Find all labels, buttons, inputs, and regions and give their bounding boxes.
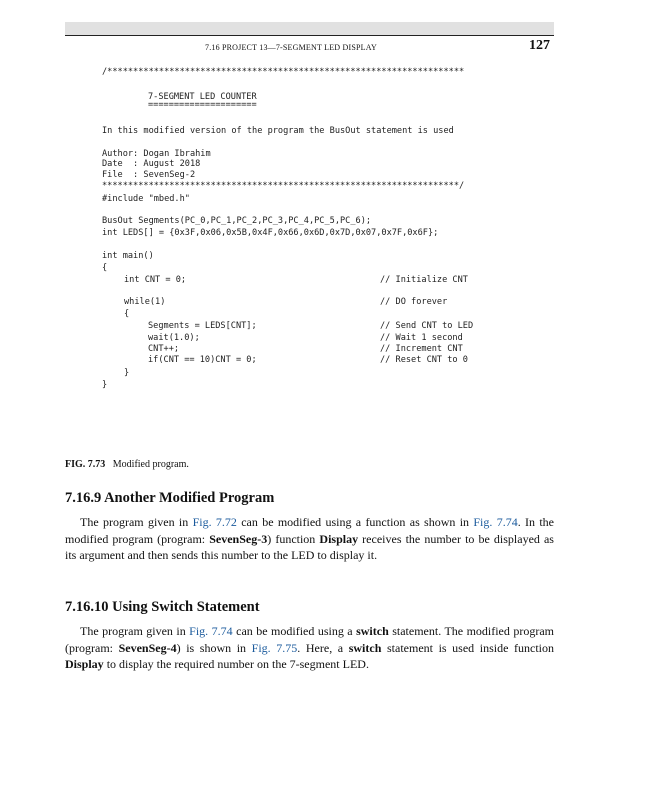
code-line: } bbox=[102, 380, 108, 390]
running-header: 7.16 PROJECT 13—7-SEGMENT LED DISPLAY bbox=[205, 43, 377, 52]
code-line: 7-SEGMENT LED COUNTER bbox=[148, 92, 257, 102]
code-line: In this modified version of the program the BusOut statement is used bbox=[102, 126, 454, 136]
section-title: 7.16.10 Using Switch Statement bbox=[65, 599, 260, 615]
figure-caption-text: Modified program. bbox=[112, 459, 189, 470]
section-paragraph: The program given in Fig. 7.74 can be modified using a switch statement. The modified program (program: SevenSeg-4) is shown in Fig. 7.75. Here, a switch statement is used inside function Display to display the required number on the 7-segment LED. bbox=[65, 624, 555, 671]
code-line: Date : August 2018 bbox=[102, 159, 201, 169]
code-line: ===================== bbox=[148, 100, 257, 110]
figure-link[interactable]: Fig. 7.72 bbox=[192, 515, 237, 529]
code-line: } bbox=[124, 368, 130, 378]
code-line: int LEDS[] = {0x3F,0x06,0x5B,0x4F,0x66,0x6D,0x7D,0x07,0x7F,0x6F}; bbox=[102, 228, 439, 238]
code-line: wait(1.0); bbox=[148, 333, 200, 343]
code-comment: // DO forever bbox=[380, 297, 448, 307]
figure-caption bbox=[65, 459, 189, 470]
code-comment: // Initialize CNT bbox=[380, 275, 468, 285]
code-line: { bbox=[102, 263, 108, 273]
figure-link[interactable]: Fig. 7.75 bbox=[251, 640, 298, 655]
code-comment: // Send CNT to LED bbox=[380, 321, 474, 331]
code-line: File : SevenSeg-2 bbox=[102, 170, 196, 180]
code-line: int main() bbox=[102, 251, 154, 261]
code-line: BusOut Segments(PC_0,PC_1,PC_2,PC_3,PC_4,PC_5,PC_6); bbox=[102, 216, 372, 226]
code-line: #include "mbed.h" bbox=[102, 194, 190, 204]
code-line: CNT++; bbox=[148, 344, 180, 354]
figure-link[interactable]: Fig. 7.74 bbox=[189, 624, 233, 638]
code-line: /********************************************************************* bbox=[102, 67, 465, 77]
code-comment: // Wait 1 second bbox=[380, 333, 463, 343]
figure-label: FIG. 7.73 bbox=[65, 459, 106, 470]
section-title: 7.16.9 Another Modified Program bbox=[65, 490, 275, 506]
code-line: if(CNT == 10)CNT = 0; bbox=[148, 355, 257, 365]
section-paragraph: The program given in Fig. 7.72 can be modified using a function as shown in Fig. 7.74. In the modified program (program: SevenSeg-3) function Display receives the number to be displayed as its argument and then sends this number to the LED to display it. bbox=[65, 515, 554, 562]
code-comment: // Reset CNT to 0 bbox=[380, 355, 468, 365]
code-line: { bbox=[124, 309, 130, 319]
code-line: int CNT = 0; bbox=[124, 275, 187, 285]
code-line: Segments = LEDS[CNT]; bbox=[148, 321, 257, 331]
figure-link[interactable]: Fig. 7.74 bbox=[473, 515, 518, 529]
code-comment: // Increment CNT bbox=[380, 344, 463, 354]
code-line: while(1) bbox=[124, 297, 166, 307]
code-line: *********************************************************************/ bbox=[102, 181, 465, 191]
page-number: 127 bbox=[529, 38, 550, 53]
code-line: Author: Dogan Ibrahim bbox=[102, 149, 211, 159]
